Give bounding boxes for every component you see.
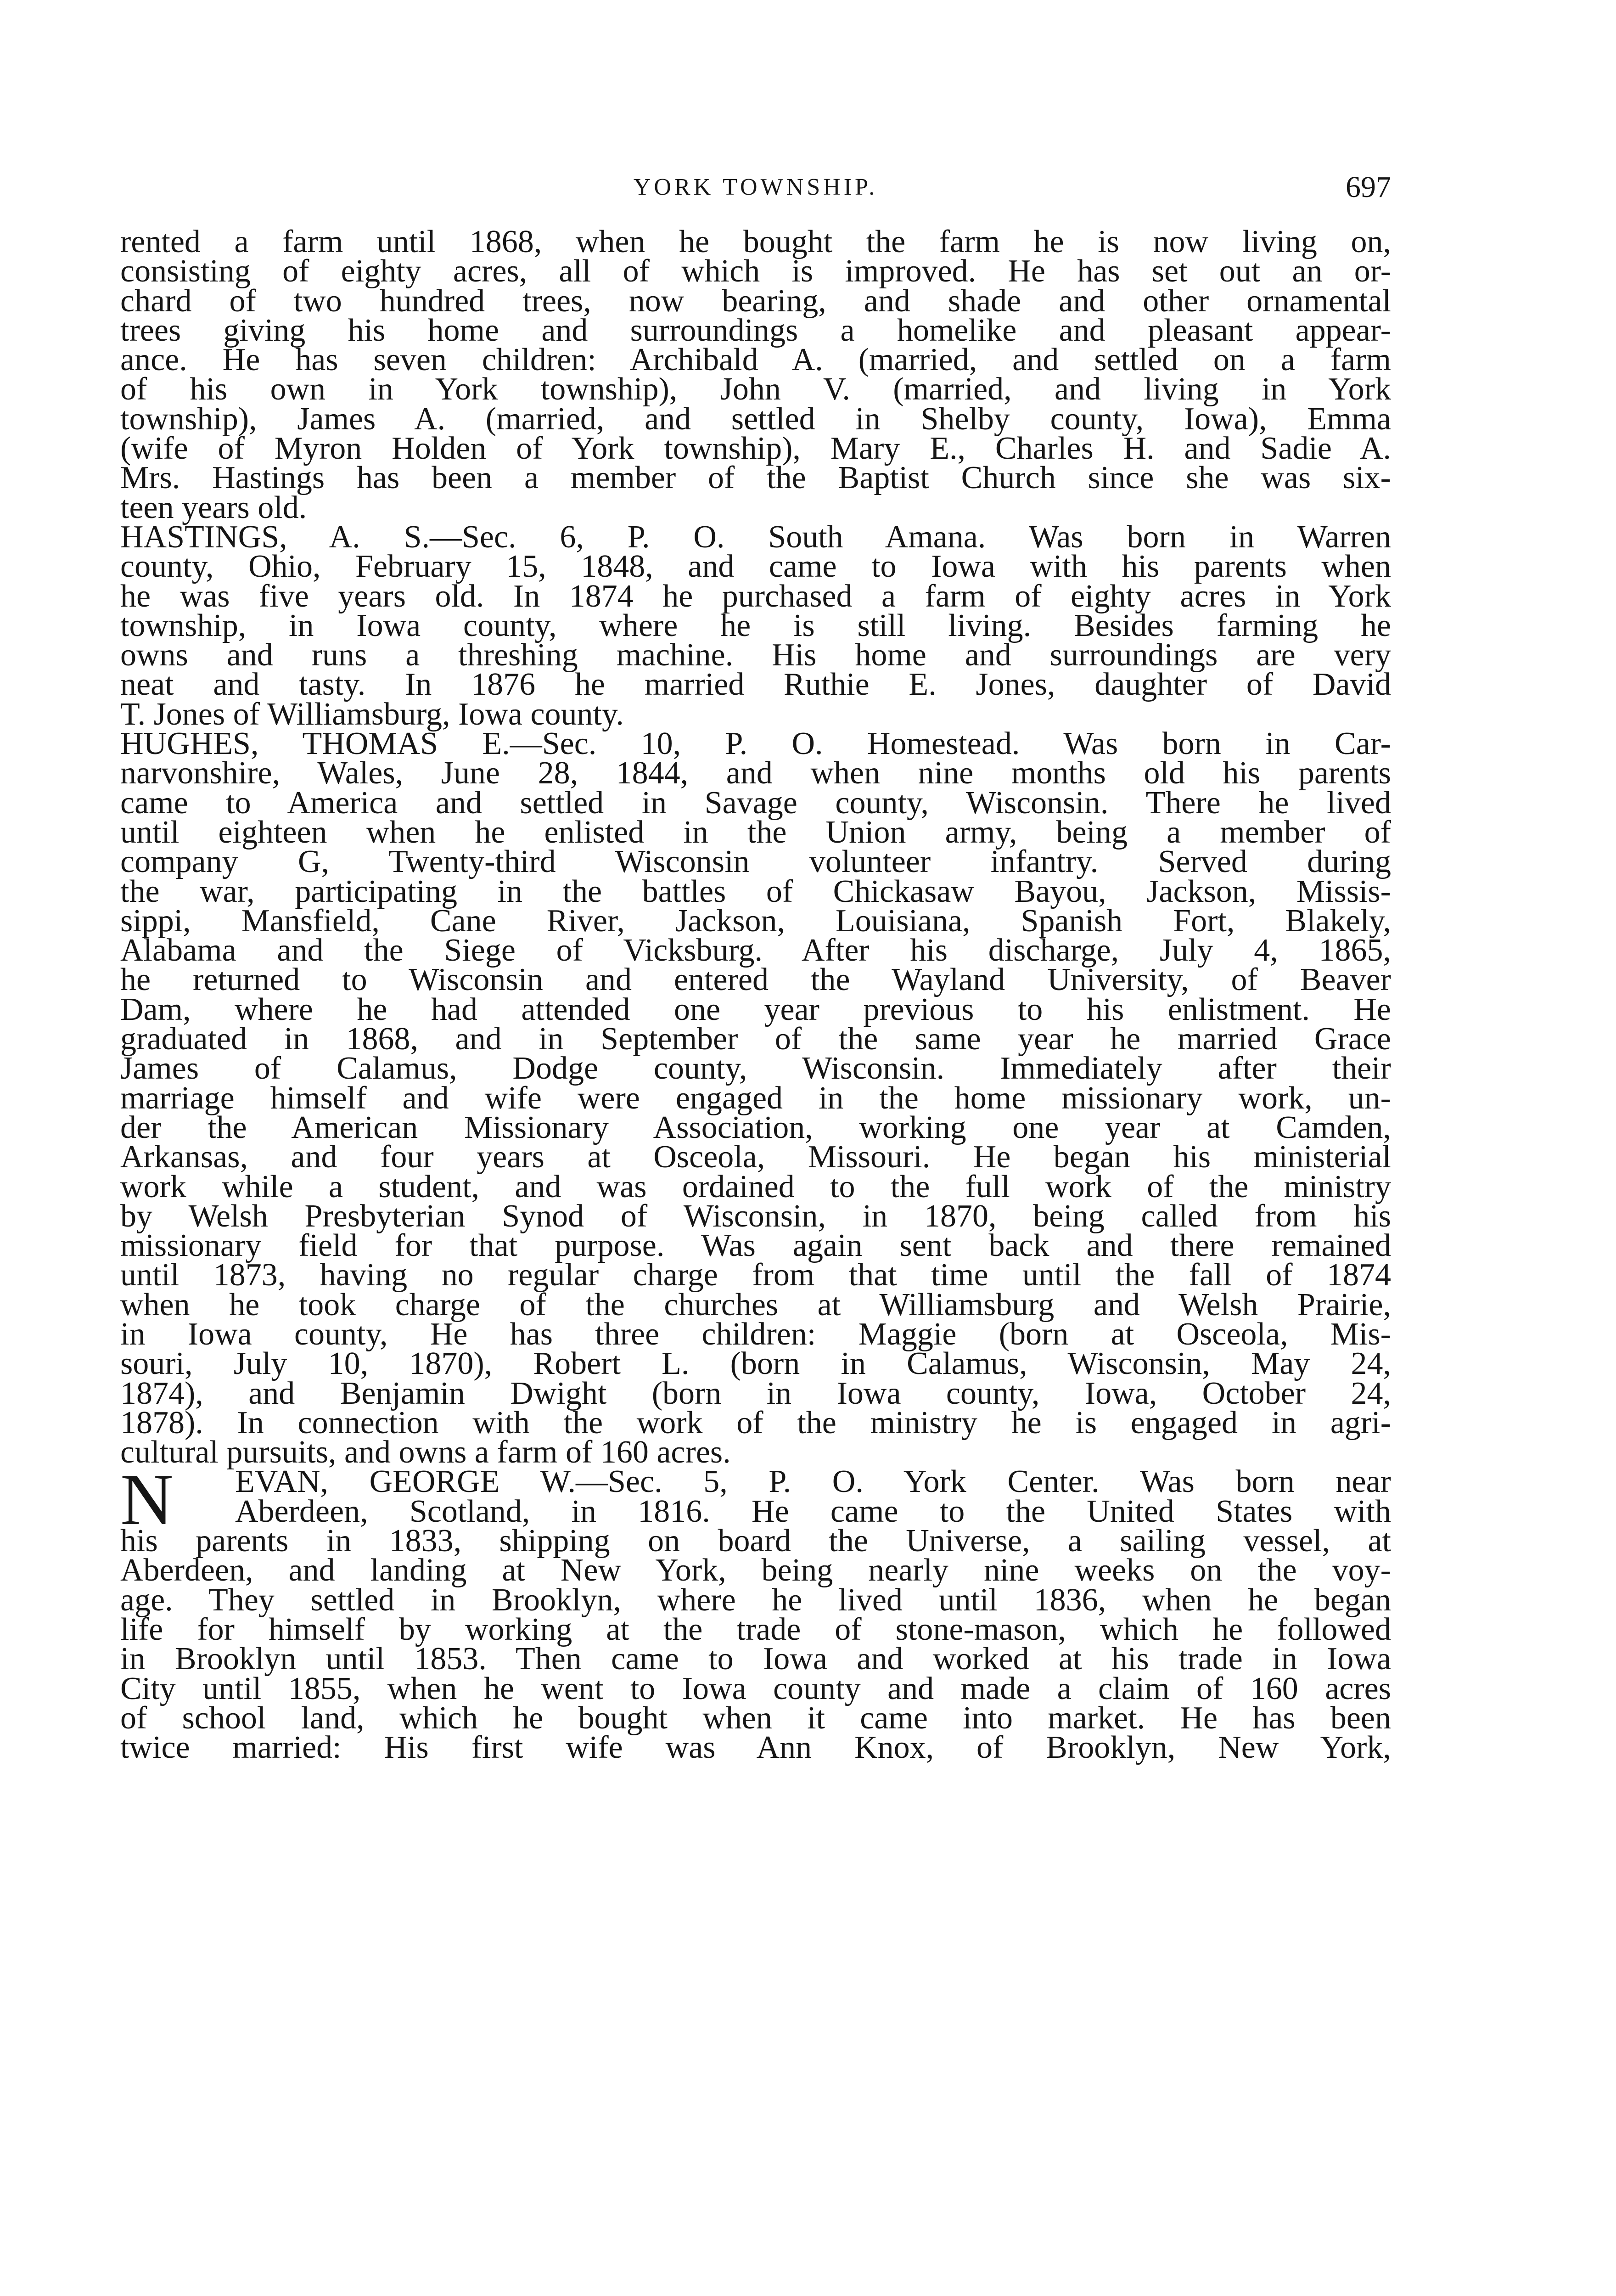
text-line: 1874), and Benjamin Dwight (born in Iowa county, Iowa, October 24, <box>120 1375 1391 1411</box>
text-line: Aberdeen, and landing at New York, being nearly nine weeks on the voy- <box>120 1553 1391 1588</box>
text-line: in Iowa county, He has three children: Maggie (born at Osceola, Mis- <box>120 1316 1391 1352</box>
entry-second-line: Aberdeen, Scotland, in 1816. He came to the United States with <box>235 1493 1391 1529</box>
text-line: in Brooklyn until 1853. Then came to Iowa and worked at his trade in Iowa <box>120 1641 1391 1677</box>
drop-cap: N <box>120 1458 174 1541</box>
text-line: of his own in York township), John V. (married, and living in York <box>120 371 1391 407</box>
text-line: City until 1855, when he went to Iowa county and made a claim of 160 acres <box>120 1671 1391 1706</box>
text-line: James of Calamus, Dodge county, Wisconsin. Immediately after their <box>120 1051 1391 1086</box>
text-line: township), James A. (married, and settled in Shelby county, Iowa), Emma <box>120 401 1391 437</box>
text-line: souri, July 10, 1870), Robert L. (born in Calamus, Wisconsin, May 24, <box>120 1346 1391 1382</box>
text-line: the war, participating in the battles of Chickasaw Bayou, Jackson, Missis- <box>120 873 1391 909</box>
text-line: teen years old. <box>120 490 307 525</box>
running-head: YORK TOWNSHIP. <box>633 174 878 200</box>
body-text <box>120 224 1391 1766</box>
text-line: Alabama and the Siege of Vicksburg. After his discharge, July 4, 1865, <box>120 933 1391 968</box>
entry-heading-hastings: HASTINGS, A. S.—Sec. 6, P. O. South Amana. Was born in Warren <box>120 519 1391 555</box>
text-line: came to America and settled in Savage county, Wisconsin. There he lived <box>120 785 1391 821</box>
text-line: neat and tasty. In 1876 he married Ruthie E. Jones, daughter of David <box>120 667 1391 703</box>
entry-heading-hughes: HUGHES, THOMAS E.—Sec. 10, P. O. Homestead. Was born in Car- <box>120 726 1391 762</box>
text-line: der the American Missionary Association, working one year at Camden, <box>120 1109 1391 1145</box>
text-line: (wife of Myron Holden of York township), Mary E., Charles H. and Sadie A. <box>120 431 1391 467</box>
text-line: rented a farm until 1868, when he bought the farm he is now living on, <box>120 224 1391 259</box>
text-line: consisting of eighty acres, all of which is improved. He has set out an or- <box>120 253 1391 289</box>
text-line: trees giving his home and surroundings a homelike and pleasant appear- <box>120 312 1391 348</box>
page-header <box>120 169 1391 206</box>
text-line: of school land, which he bought when it came into market. He has been <box>120 1700 1391 1736</box>
text-line: age. They settled in Brooklyn, where he lived until 1836, when he began <box>120 1582 1391 1618</box>
text-line: life for himself by working at the trade of stone-mason, which he followed <box>120 1611 1391 1647</box>
text-line: he was five years old. In 1874 he purchased a farm of eighty acres in York <box>120 578 1391 614</box>
text-line: Mrs. Hastings has been a member of the Baptist Church since she was six- <box>120 460 1391 496</box>
text-line: cultural pursuits, and owns a farm of 160 acres. <box>120 1435 731 1470</box>
text-line: sippi, Mansfield, Cane River, Jackson, Louisiana, Spanish Fort, Blakely, <box>120 903 1391 939</box>
text-line: Dam, where he had attended one year previous to his enlistment. He <box>120 991 1391 1027</box>
text-line: work while a student, and was ordained to the full work of the ministry <box>120 1169 1391 1204</box>
text-line: township, in Iowa county, where he is still living. Besides farming he <box>120 608 1391 643</box>
text-line: narvonshire, Wales, June 28, 1844, and when nine months old his parents <box>120 755 1391 791</box>
text-line: Arkansas, and four years at Osceola, Missouri. He began his ministerial <box>120 1139 1391 1175</box>
entry-heading-neven-text: EVAN, GEORGE W.—Sec. 5, P. O. York Center. Was born near <box>235 1464 1391 1500</box>
text-line: chard of two hundred trees, now bearing, and shade and other ornamental <box>120 283 1391 319</box>
page-number: 697 <box>1346 170 1391 204</box>
text-line: by Welsh Presbyterian Synod of Wisconsin, in 1870, being called from his <box>120 1198 1391 1234</box>
text-line: ance. He has seven children: Archibald A. (married, and settled on a farm <box>120 342 1391 378</box>
text-line: he returned to Wisconsin and entered the Wayland University, of Beaver <box>120 962 1391 998</box>
text-line: until 1873, having no regular charge from that time until the fall of 1874 <box>120 1257 1391 1293</box>
text-line: until eighteen when he enlisted in the Union army, being a member of <box>120 814 1391 850</box>
text-line: company G, Twenty-third Wisconsin volunteer infantry. Served during <box>120 844 1391 880</box>
text-line: owns and runs a threshing machine. His home and surroundings are very <box>120 637 1391 673</box>
text-line: graduated in 1868, and in September of the same year he married Grace <box>120 1021 1391 1057</box>
text-line: missionary field for that purpose. Was again sent back and there remained <box>120 1228 1391 1264</box>
text-line: 1878). In connection with the work of the ministry he is engaged in agri- <box>120 1405 1391 1441</box>
text-line <box>120 1493 1391 1529</box>
text-line: county, Ohio, February 15, 1848, and came to Iowa with his parents when <box>120 549 1391 585</box>
text-line: T. Jones of Williamsburg, Iowa county. <box>120 696 624 732</box>
text-line: twice married: His first wife was Ann Knox, of Brooklyn, New York, <box>120 1730 1391 1766</box>
text-line: marriage himself and wife were engaged in the home missionary work, un- <box>120 1080 1391 1116</box>
text-line: his parents in 1833, shipping on board the Universe, a sailing vessel, at <box>120 1523 1391 1559</box>
text-line: when he took charge of the churches at Williamsburg and Welsh Prairie, <box>120 1287 1391 1322</box>
